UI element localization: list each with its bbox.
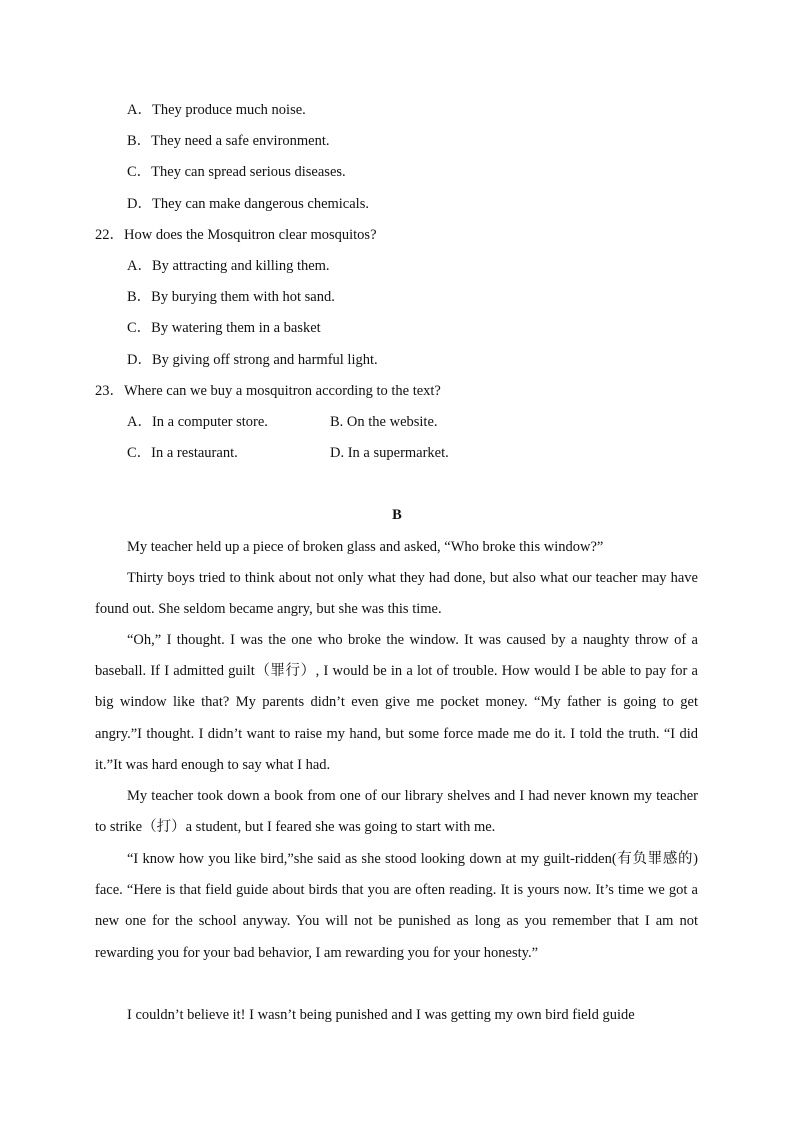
- q21-option-c: C．They can spread serious diseases.: [127, 164, 346, 180]
- section-heading: B: [392, 507, 402, 523]
- passage-paragraph-5: “I know how you like bird,”she said as she stood looking down at my guilt-ridden(有负罪感的) face. “Here is that field guide about birds that you are often reading. It is yours now. It’s time we got a new one for the school anyway. You will not be punished as long as you remember that I am not rewarding you for your bad behavior, I am rewarding you for your honesty.”: [95, 851, 698, 961]
- q23-option-a: A．In a computer store.: [127, 414, 268, 430]
- q21-option-a: A．They produce much noise.: [127, 102, 306, 118]
- q23-option-c: C．In a restaurant.: [127, 445, 238, 461]
- q22-option-b: B．By burying them with hot sand.: [127, 289, 335, 305]
- q22-option-d: D．By giving off strong and harmful light.: [127, 352, 378, 368]
- q21-option-d: D．They can make dangerous chemicals.: [127, 196, 369, 212]
- q21-option-b: B．They need a safe environment.: [127, 133, 330, 149]
- q23-option-d: D. In a supermarket.: [330, 445, 449, 461]
- passage-paragraph-3: “Oh,” I thought. I was the one who broke the window. It was caused by a naughty throw of a baseball. If I admitted guilt（罪行）, I would be in a lot of trouble. How would I be able to pay for a big window like that? My parents didn’t even give me pocket money. “My father is going to get angry.”I thought. I didn’t want to raise my hand, but some force made me do it. I told the truth. “I did it.”It was hard enough to say what I had.: [95, 632, 698, 773]
- passage-paragraph-1: My teacher held up a piece of broken glass and asked, “Who broke this window?”: [127, 539, 604, 555]
- q23-option-b: B. On the website.: [330, 414, 438, 430]
- passage-paragraph-4: My teacher took down a book from one of our library shelves and I had never known my teacher to strike（打）a student, but I feared she was going to start with me.: [95, 788, 698, 836]
- q22-option-c: C．By watering them in a basket: [127, 320, 321, 336]
- q23-question: 23．Where can we buy a mosquitron according to the text?: [95, 383, 441, 399]
- passage-paragraph-6: I couldn’t believe it! I wasn’t being punished and I was getting my own bird field guide: [127, 1007, 635, 1023]
- q22-option-a: A．By attracting and killing them.: [127, 258, 330, 274]
- q22-question: 22．How does the Mosquitron clear mosquitos?: [95, 227, 377, 243]
- passage-paragraph-2: Thirty boys tried to think about not only what they had done, but also what our teacher may have found out. She seldom became angry, but she was this time.: [95, 570, 698, 618]
